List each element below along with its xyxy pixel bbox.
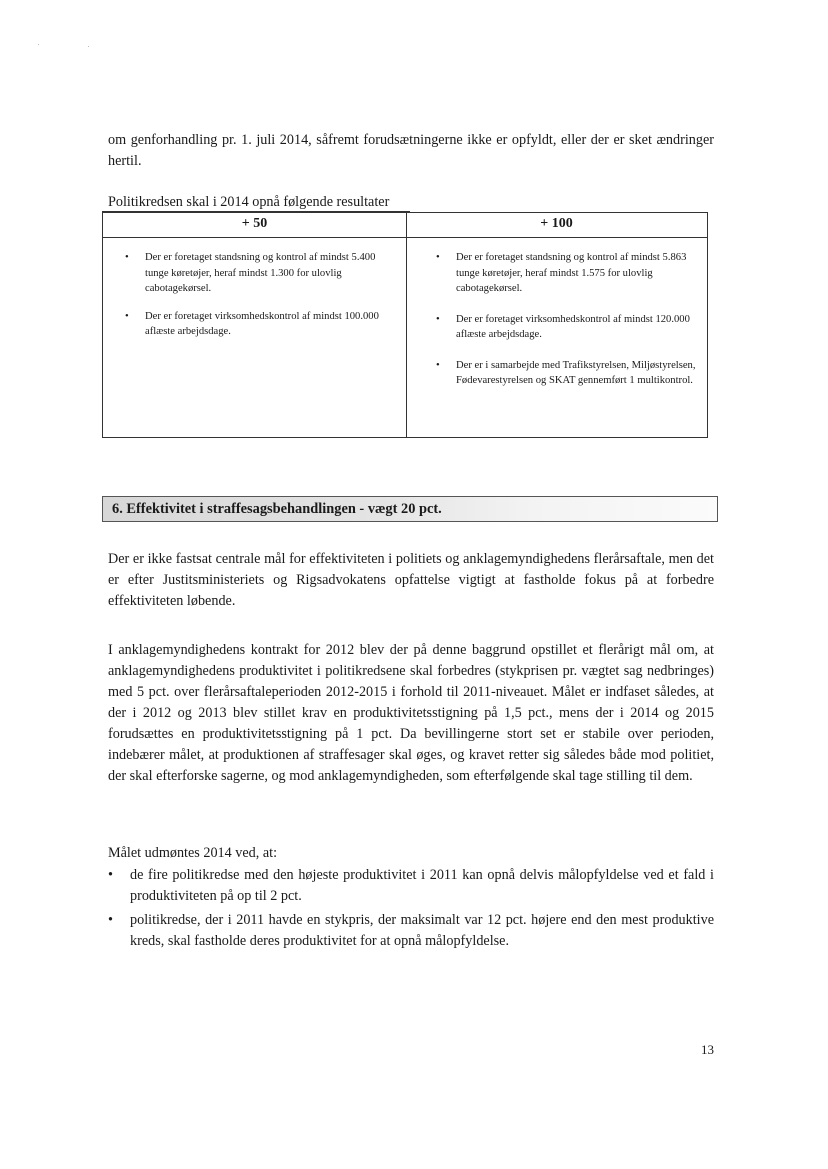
scan-speck (38, 44, 39, 45)
results-table (102, 212, 708, 438)
table-column-list (125, 250, 387, 352)
body-paragraph: Der er ikke fastsat centrale mål for effektiviteten i politiets og anklagemyndighedens flerårsaftale, men det er efter Justitsministeriets og Rigsadvokatens opfattelse vigtigt at fastholde fokus på at forbedre effektiviteten løbende. (108, 551, 714, 609)
table-list-item: • Der er foretaget virksomhedskontrol af mindst 100.000 aflæste arbejdsdage. (125, 309, 387, 340)
section-heading (102, 496, 718, 522)
table-column-plus-100 (406, 213, 707, 437)
table-column-header: + 100 (406, 213, 707, 238)
table-column-plus-50 (103, 213, 407, 437)
goal-list-item: • politikredse, der i 2011 havde en stykpris, der maksimalt var 12 pct. højere end den mest produktive kreds, skal fastholde deres produktivitet for at opnå målopfyldelse. (108, 910, 714, 952)
goal-list (108, 865, 714, 955)
table-column-list (436, 250, 704, 404)
body-paragraph: I anklagemyndighedens kontrakt for 2012 blev der på denne baggrund opstillet et flerårigt mål om, at anklagemyndighedens produktivitet i politikredsene skal forbedres (stykprisen pr. vægtet sag nedbringes) med 5 pct. over flerårsaftaleperioden 2012-2015 i forhold til 2011-niveauet. Målet er indfaset således, at der i 2012 og 2013 blev stillet krav en produktivitetsstigning på 1,5 pct., mens der i 2014 og 2015 forudsættes en produktivitetsstigning på 1 pct. Da bevillingerne stort set er stabile over perioden, indebærer målet, at produktionen af straffesager skal øges, og kravet retter sig således både mod politiet, der skal efterforske sagerne, og mod anklagemyndigheden, som efterfølgende skal tage stilling til dem. (108, 642, 714, 784)
goal-intro: Målet udmøntes 2014 ved, at: (108, 845, 278, 861)
table-list-item: • Der er foretaget standsning og kontrol af mindst 5.863 tunge køretøjer, heraf mindst 1.575 for ulovlig cabotagekørsel. (436, 250, 704, 297)
page-number: 13 (701, 1042, 714, 1057)
section-heading-text: 6. Effektivitet i straffesagsbehandlingen - vægt 20 pct. (112, 501, 442, 517)
intro-paragraph: om genforhandling pr. 1. juli 2014, såfremt forudsætningerne ikke er opfyldt, eller der er sket ændringer hertil. (108, 132, 714, 169)
table-caption: Politikredsen skal i 2014 opnå følgende resultater (108, 194, 390, 210)
table-list-item: • Der er foretaget standsning og kontrol af mindst 5.400 tunge køretøjer, heraf mindst 1.300 for ulovlig cabotagekørsel. (125, 250, 387, 297)
table-column-header: + 50 (103, 213, 406, 238)
table-list-item: • Der er i samarbejde med Trafikstyrelsen, Miljøstyrelsen, Fødevarestyrelsen og SKAT gennemført 1 multikontrol. (436, 358, 704, 389)
goal-list-item: • de fire politikredse med den højeste produktivitet i 2011 kan opnå delvis målopfyldelse ved et fald i produktiviteten på op til 2 pct. (108, 865, 714, 907)
scan-speck (88, 46, 89, 47)
table-list-item: • Der er foretaget virksomhedskontrol af mindst 120.000 aflæste arbejdsdage. (436, 312, 704, 343)
